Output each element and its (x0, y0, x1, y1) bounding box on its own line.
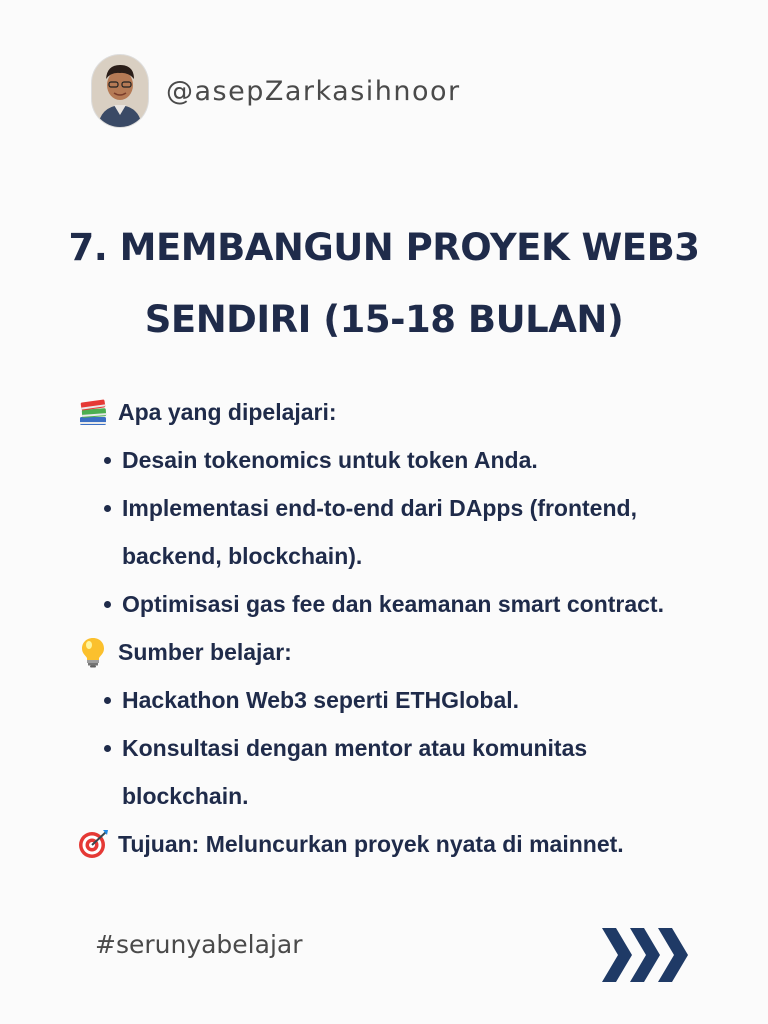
section-goal-heading (76, 820, 696, 868)
resources-list (76, 676, 696, 820)
list-item (104, 484, 696, 580)
list-item (104, 724, 696, 820)
section-resources (76, 628, 696, 820)
section-learn (76, 388, 696, 628)
lightbulb-icon (76, 635, 110, 669)
list-item-text: Desain tokenomics untuk token Anda. (122, 447, 538, 473)
bullet-dot (104, 601, 111, 608)
list-item (104, 436, 696, 484)
title-line-2: SENDIRI (15-18 BULAN) (144, 298, 624, 341)
list-item-text: Implementasi end-to-end dari DApps (frontend, backend, blockchain). (122, 495, 637, 569)
bullet-dot (104, 505, 111, 512)
author-header (92, 55, 461, 127)
bullet-dot (104, 457, 111, 464)
section-resources-label: Sumber belajar: (118, 638, 292, 665)
list-item-text: Konsultasi dengan mentor atau komunitas blockchain. (122, 735, 588, 809)
avatar (92, 55, 148, 127)
page-title (0, 212, 768, 356)
section-learn-label: Apa yang dipelajari: (118, 398, 337, 425)
list-item-text: Optimisasi gas fee dan keamanan smart contract. (122, 591, 664, 617)
list-item (104, 676, 696, 724)
author-handle[interactable]: @asepZarkasihnoor (166, 75, 461, 107)
learn-list (76, 436, 696, 628)
list-item-text: Hackathon Web3 seperti ETHGlobal. (122, 687, 520, 713)
triple-chevron-right-icon[interactable] (598, 922, 694, 988)
hashtag[interactable]: #serunyabelajar (95, 930, 303, 959)
content (76, 388, 696, 868)
list-item (104, 580, 696, 628)
title-line-1: 7. MEMBANGUN PROYEK WEB3 (68, 226, 700, 269)
section-learn-heading (76, 388, 696, 436)
bullet-dot (104, 745, 111, 752)
target-icon (76, 827, 110, 861)
section-goal (76, 820, 696, 868)
bullet-dot (104, 697, 111, 704)
books-icon (76, 395, 110, 429)
section-resources-heading (76, 628, 696, 676)
section-goal-label: Tujuan: Meluncurkan proyek nyata di mainnet. (118, 830, 624, 857)
